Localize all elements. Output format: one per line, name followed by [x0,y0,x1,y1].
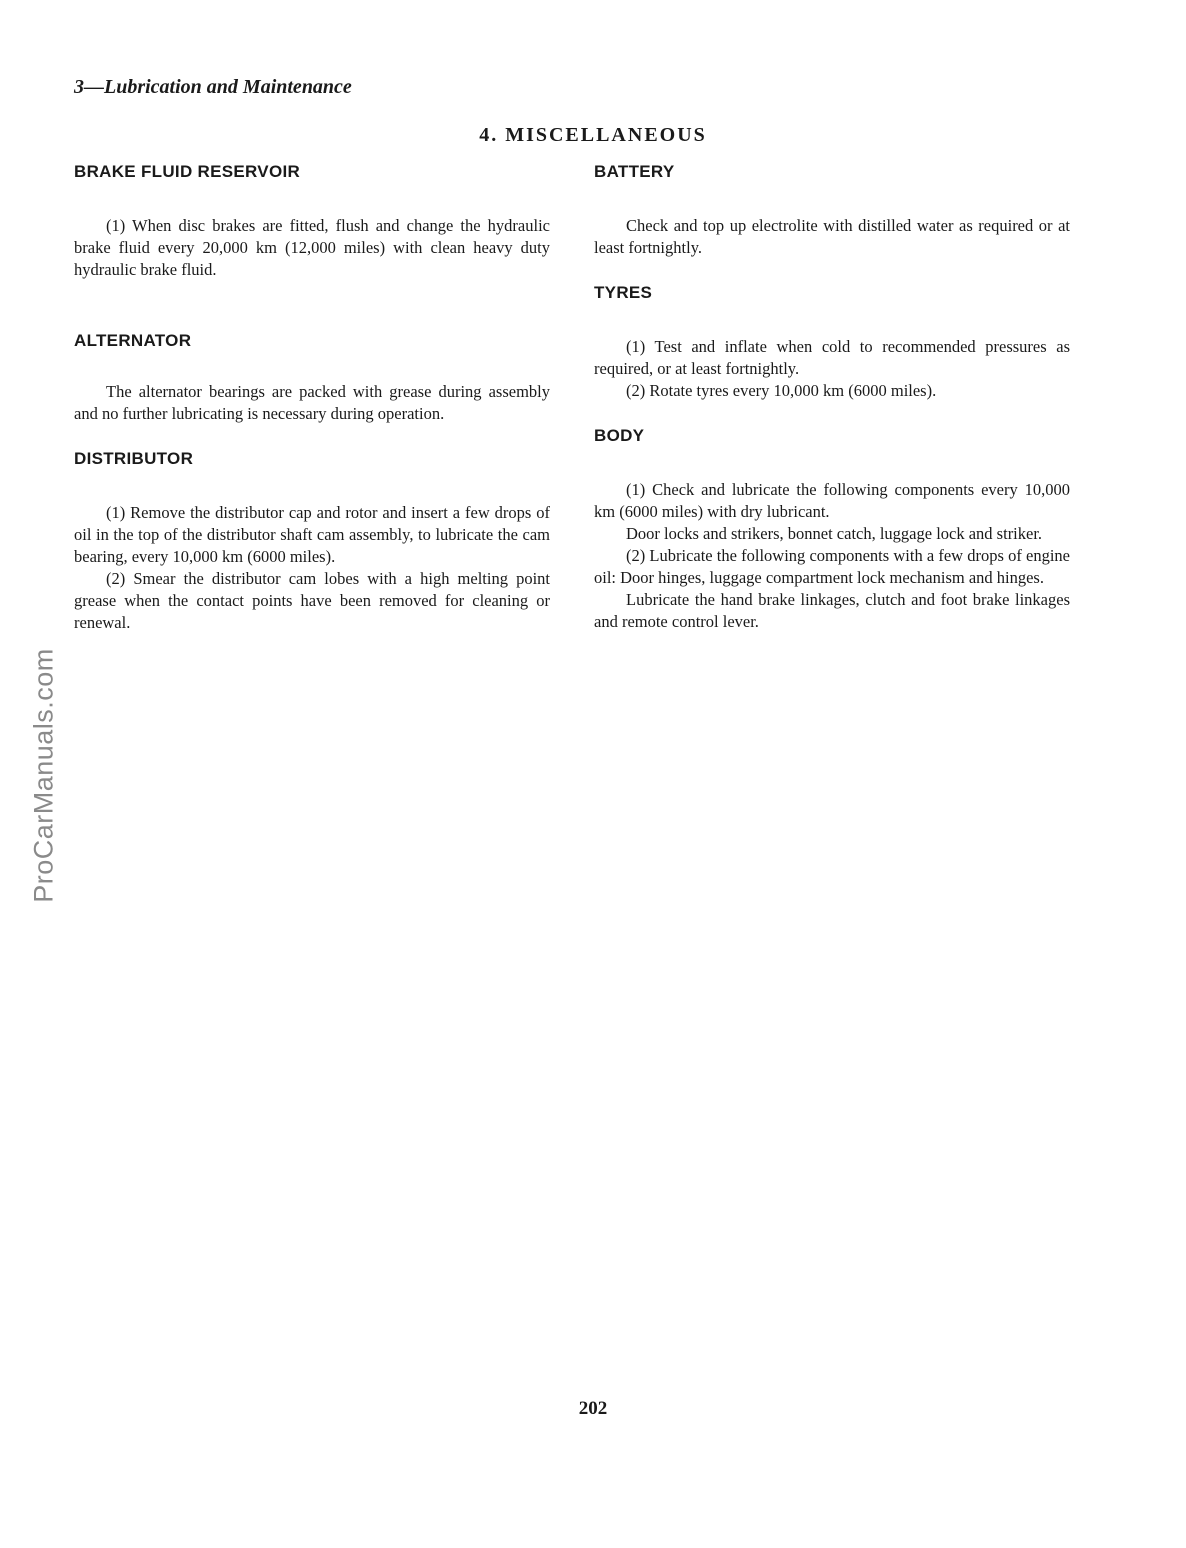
running-head: 3—Lubrication and Maintenance [74,76,352,98]
distributor-heading: DISTRIBUTOR [74,449,194,468]
right-column [594,162,1070,633]
body-paragraph-1: (1) Check and lubricate the following components every 10,000 km (6000 miles) with dry lubricant. [594,480,1070,521]
brake-fluid-paragraph-1: (1) When disc brakes are fitted, flush and change the hydraulic brake fluid every 20,000 km (12,000 miles) with clean heavy duty hydraulic brake fluid. [74,216,550,279]
distributor-paragraph-1: (1) Remove the distributor cap and rotor and insert a few drops of oil in the top of the distributor shaft cam assembly, to lubricate the cam bearing, every 10,000 km (6000 miles). [74,503,550,566]
alternator-paragraph-1: The alternator bearings are packed with grease during assembly and no further lubricating is necessary during operation. [74,382,550,423]
left-column [74,162,550,634]
tyres-paragraph-2: (2) Rotate tyres every 10,000 km (6000 miles). [626,381,937,400]
tyres-heading: TYRES [594,283,653,302]
brake-fluid-heading: BRAKE FLUID RESERVOIR [74,162,301,181]
body-paragraph-4: Lubricate the hand brake linkages, clutch and foot brake linkages and remote control lever. [594,590,1070,631]
body-heading: BODY [594,426,645,445]
watermark: ProCarManuals.com [28,648,59,903]
body-paragraph-3: (2) Lubricate the following components with a few drops of engine oil: Door hinges, luggage compartment lock mechanism and hinges. [594,546,1070,587]
battery-paragraph-1: Check and top up electrolite with distilled water as required or at least fortnightly. [594,216,1070,257]
body-paragraph-2: Door locks and strikers, bonnet catch, luggage lock and striker. [626,524,1043,543]
alternator-heading: ALTERNATOR [74,331,192,350]
tyres-paragraph-1: (1) Test and inflate when cold to recommended pressures as required, or at least fortnightly. [594,337,1070,378]
battery-heading: BATTERY [594,162,675,181]
section-title: 4. MISCELLANEOUS [479,124,707,146]
distributor-paragraph-2: (2) Smear the distributor cam lobes with a high melting point grease when the contact points have been removed for cleaning or renewal. [74,569,550,632]
page-number: 202 [578,1398,608,1419]
